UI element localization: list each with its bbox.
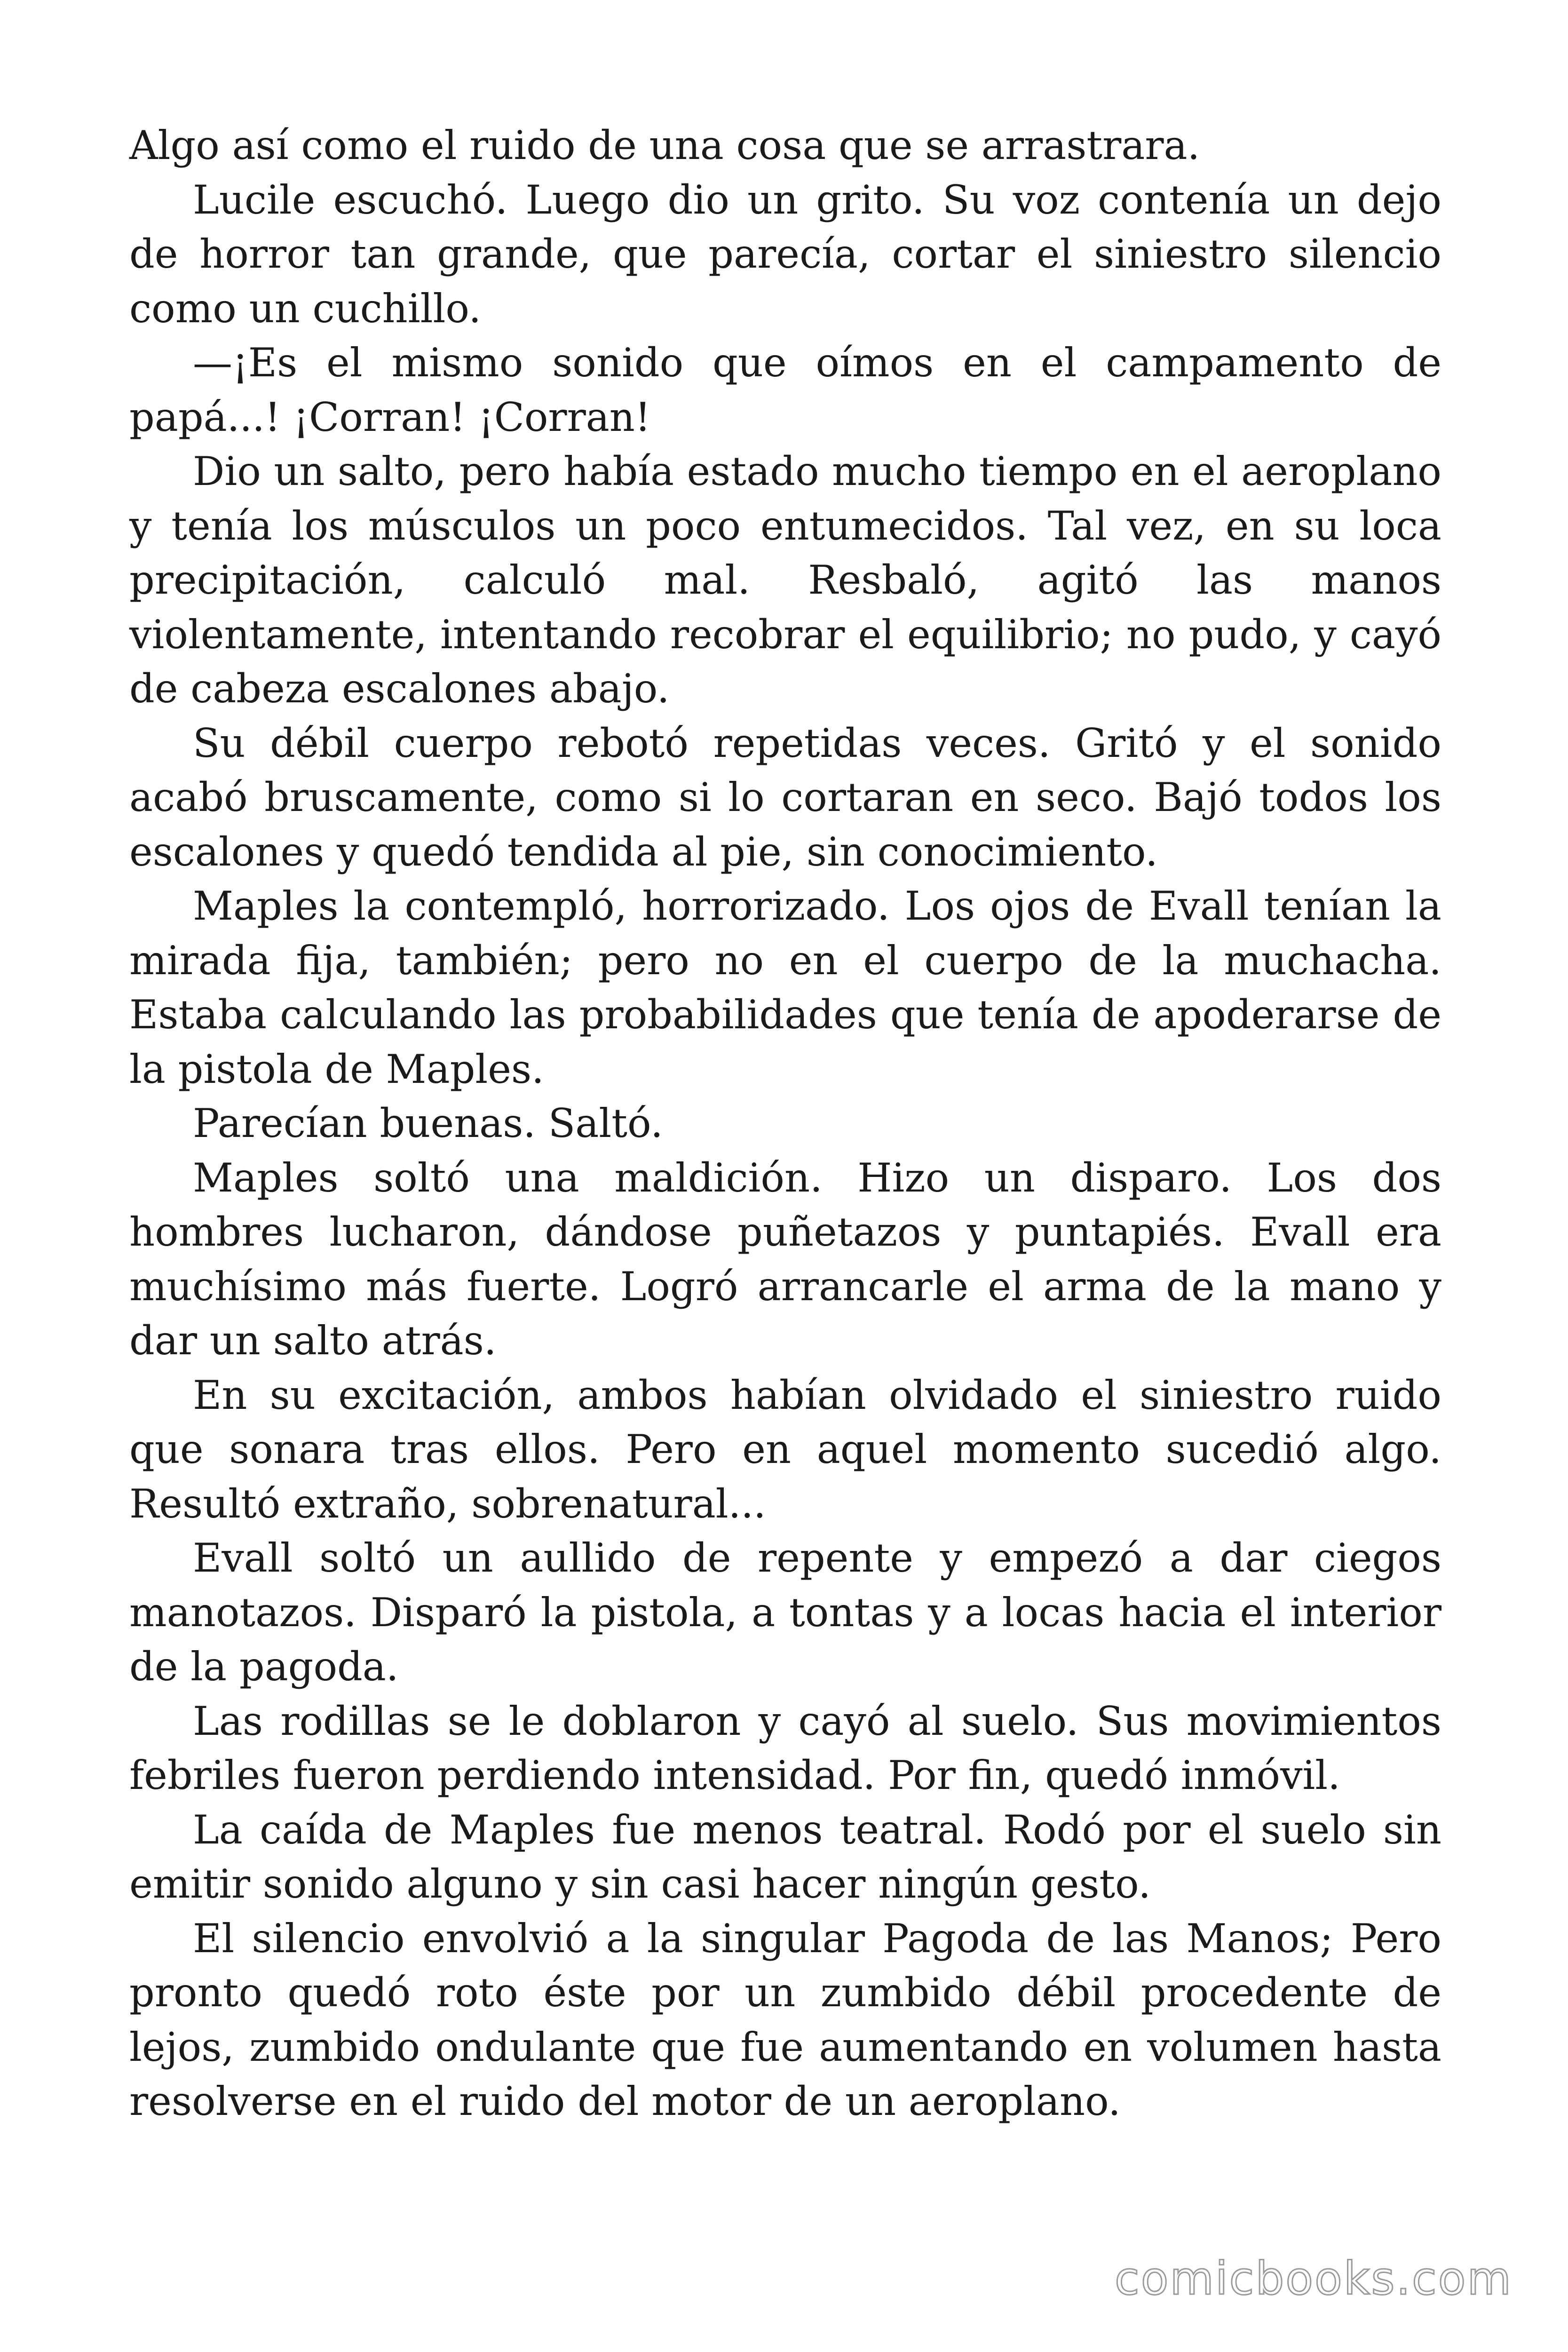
paragraph-13: El silencio envolvió a la singular Pagoda de las Manos; Pero pronto quedó roto éste por un zumbido débil procedente de lejos, zumbido ondulante que fue aumentando en volumen hasta resolverse en el ruido del motor de un aeroplano. bbox=[129, 1915, 1441, 2124]
paragraph-1: Algo así como el ruido de una cosa que se arrastrara. bbox=[129, 122, 1200, 168]
watermark: comicbooks.com bbox=[1114, 2252, 1513, 2305]
paragraph-3: —¡Es el mismo sonido que oímos en el campamento de papá...! ¡Corran! ¡Corran! bbox=[129, 340, 1441, 440]
paragraph-6: Maples la contempló, horrorizado. Los ojos de Evall tenían la mirada fija, también; pero no en el cuerpo de la muchacha. Estaba calculando las probabilidades que tenía de apoderarse de la pistola de Maples. bbox=[129, 883, 1441, 1092]
paragraph-5: Su débil cuerpo rebotó repetidas veces. Gritó y el sonido acabó bruscamente, como si lo cortaran en seco. Bajó todos los escalones y quedó tendida al pie, sin conocimiento. bbox=[129, 720, 1441, 875]
paragraph-8: Maples soltó una maldición. Hizo un disparo. Los dos hombres lucharon, dándose puñetazos y puntapiés. Evall era muchísimo más fuerte. Logró arrancarle el arma de la mano y dar un salto atrás. bbox=[129, 1154, 1441, 1364]
paragraph-11: Las rodillas se le doblaron y cayó al suelo. Sus movimientos febriles fueron perdiendo intensidad. Por fin, quedó inmóvil. bbox=[129, 1698, 1441, 1798]
paragraph-2: Lucile escuchó. Luego dio un grito. Su voz contenía un dejo de horror tan grande, que parecía, cortar el siniestro silencio como un cuchillo. bbox=[129, 176, 1441, 332]
paragraph-7: Parecían buenas. Saltó. bbox=[193, 1100, 663, 1146]
paragraph-10: Evall soltó un aullido de repente y empezó a dar ciegos manotazos. Disparó la pistola, a tontas y a locas hacia el interior de la pagoda. bbox=[129, 1535, 1441, 1690]
paragraph-12: La caída de Maples fue menos teatral. Rodó por el suelo sin emitir sonido alguno y sin casi hacer ningún gesto. bbox=[129, 1806, 1441, 1907]
paragraph-4: Dio un salto, pero había estado mucho tiempo en el aeroplano y tenía los músculos un poco entumecidos. Tal vez, en su loca precipitación, calculó mal. Resbaló, agitó las manos violentamente, intentando recobrar el equilibrio; no pudo, y cayó de cabeza escalones abajo. bbox=[129, 448, 1441, 712]
body-text bbox=[129, 119, 1441, 2129]
paragraph-9: En su excitación, ambos habían olvidado el siniestro ruido que sonara tras ellos. Pero en aquel momento sucedió algo. Resultó extraño, sobrenatural... bbox=[129, 1372, 1441, 1527]
